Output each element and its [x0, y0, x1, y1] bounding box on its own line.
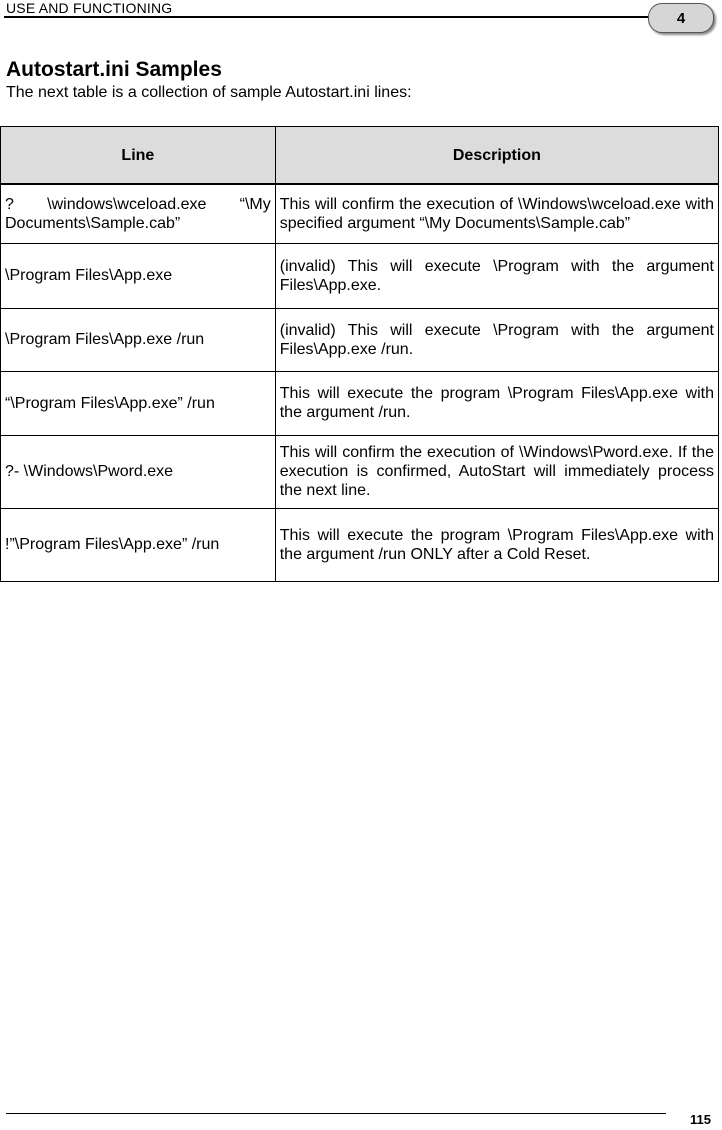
- intro-paragraph: The next table is a collection of sample Autostart.ini lines:: [6, 84, 412, 101]
- description-cell: This will execute the program \Program Files\App.exe with the argument /run ONLY after a Cold Reset.: [275, 508, 718, 581]
- running-header: USE AND FUNCTIONING: [6, 0, 173, 16]
- chapter-badge: 4: [648, 3, 714, 33]
- line-cell: ?- \Windows\Pword.exe: [1, 435, 276, 508]
- description-cell: (invalid) This will execute \Program with the argument Files\App.exe /run.: [275, 308, 718, 371]
- line-cell: \Program Files\App.exe /run: [1, 308, 276, 371]
- table-header-row: [1, 127, 719, 185]
- description-cell: This will confirm the execution of \Windows\wceload.exe with specified argument “\My Documents\Sample.cab”: [275, 184, 718, 243]
- header-rule: [4, 16, 654, 19]
- column-header-line: Line: [1, 127, 276, 185]
- description-cell: (invalid) This will execute \Program with the argument Files\App.exe.: [275, 243, 718, 308]
- description-cell: This will confirm the execution of \Windows\Pword.exe. If the execution is confirmed, AutoStart will immediately process the next line.: [275, 435, 718, 508]
- table-row: [1, 435, 719, 508]
- section-title: Autostart.ini Samples: [6, 58, 222, 81]
- footer-rule: [6, 1113, 666, 1114]
- line-cell: \Program Files\App.exe: [1, 243, 276, 308]
- line-cell: “\Program Files\App.exe” /run: [1, 371, 276, 435]
- table-row: [1, 371, 719, 435]
- table-row: [1, 184, 719, 243]
- table-row: [1, 508, 719, 581]
- samples-table: [0, 126, 719, 582]
- page-number: 115: [690, 1112, 711, 1127]
- column-header-description: Description: [275, 127, 718, 185]
- description-cell: This will execute the program \Program Files\App.exe with the argument /run.: [275, 371, 718, 435]
- line-cell: ? \windows\wceload.exe “\My Documents\Sample.cab”: [1, 184, 276, 243]
- table-row: [1, 243, 719, 308]
- line-cell: !”\Program Files\App.exe” /run: [1, 508, 276, 581]
- table-row: [1, 308, 719, 371]
